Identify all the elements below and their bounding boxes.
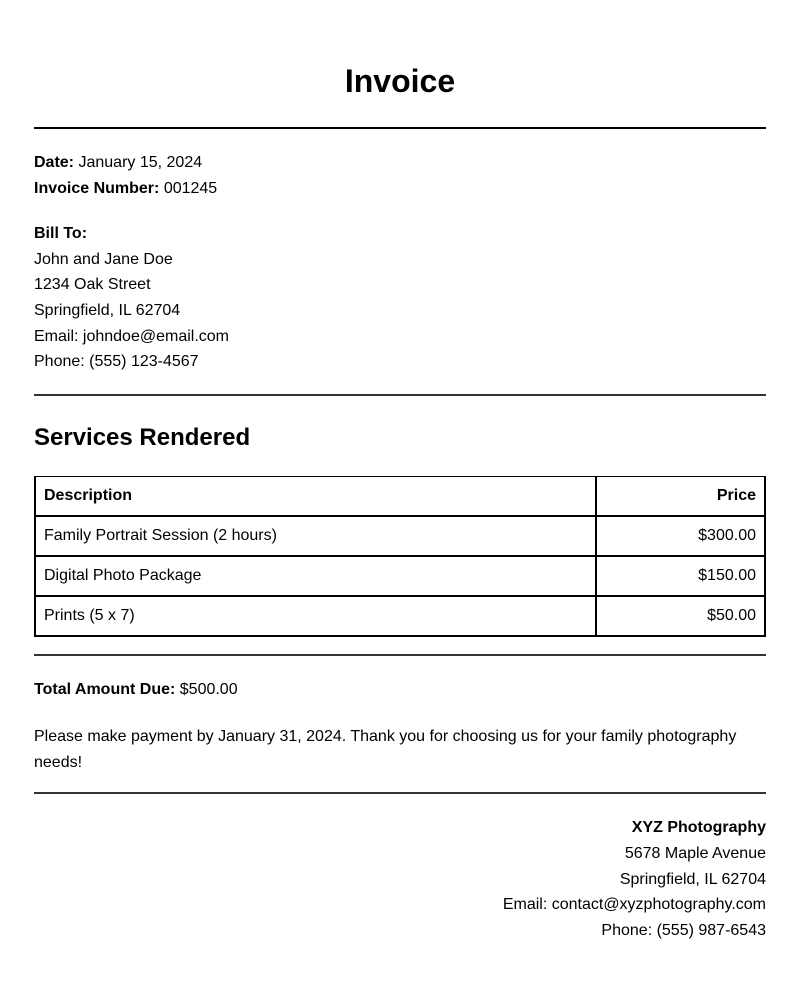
table-row [35,596,765,636]
company-email: Email: contact@xyzphotography.com [502,896,766,913]
invoice-date-label: Date: [34,154,75,171]
invoice-title: Invoice [344,63,456,99]
company-street: 5678 Maple Avenue [624,845,766,862]
invoice-number-label: Invoice Number: [34,180,160,197]
bill-to-name: John and Jane Doe [34,251,173,268]
total-label: Total Amount Due: [34,681,176,698]
company-phone: Phone: (555) 987-6543 [601,922,766,939]
bill-to-label [34,224,87,244]
service-description: Family Portrait Session (2 hours) [35,516,596,556]
service-description: Prints (5 x 7) [35,596,596,636]
total-amount [34,680,238,700]
table-divider [34,654,766,656]
service-price: $300.00 [596,516,765,556]
billing-divider [34,394,766,396]
table-header-row [35,477,765,517]
bill-to-label-text: Bill To: [34,225,88,242]
invoice-date-value: January 15, 2024 [78,154,203,171]
service-price: $150.00 [596,556,765,596]
column-header-price: Price [596,477,765,517]
invoice-date [34,153,202,173]
services-table [34,476,766,637]
table-row [35,516,765,556]
total-value: $500.00 [179,681,238,698]
services-title: Services Rendered [34,424,251,451]
payment-note: Please make payment by January 31, 2024. Thank you for choosing us for your family photography needs! [34,728,737,771]
service-price: $50.00 [596,596,765,636]
bill-to-phone: Phone: (555) 123-4567 [34,353,199,370]
footer-divider [34,792,766,794]
header-divider [34,127,766,129]
company-name: XYZ Photography [631,819,766,836]
bill-to-email: Email: johndoe@email.com [34,328,229,345]
table-row [35,556,765,596]
service-description: Digital Photo Package [35,556,596,596]
bill-to-city: Springfield, IL 62704 [34,302,181,319]
invoice-number [34,179,217,199]
invoice-number-value: 001245 [163,180,218,197]
company-city: Springfield, IL 62704 [619,871,766,888]
column-header-description: Description [35,477,596,517]
bill-to-street: 1234 Oak Street [34,276,151,293]
